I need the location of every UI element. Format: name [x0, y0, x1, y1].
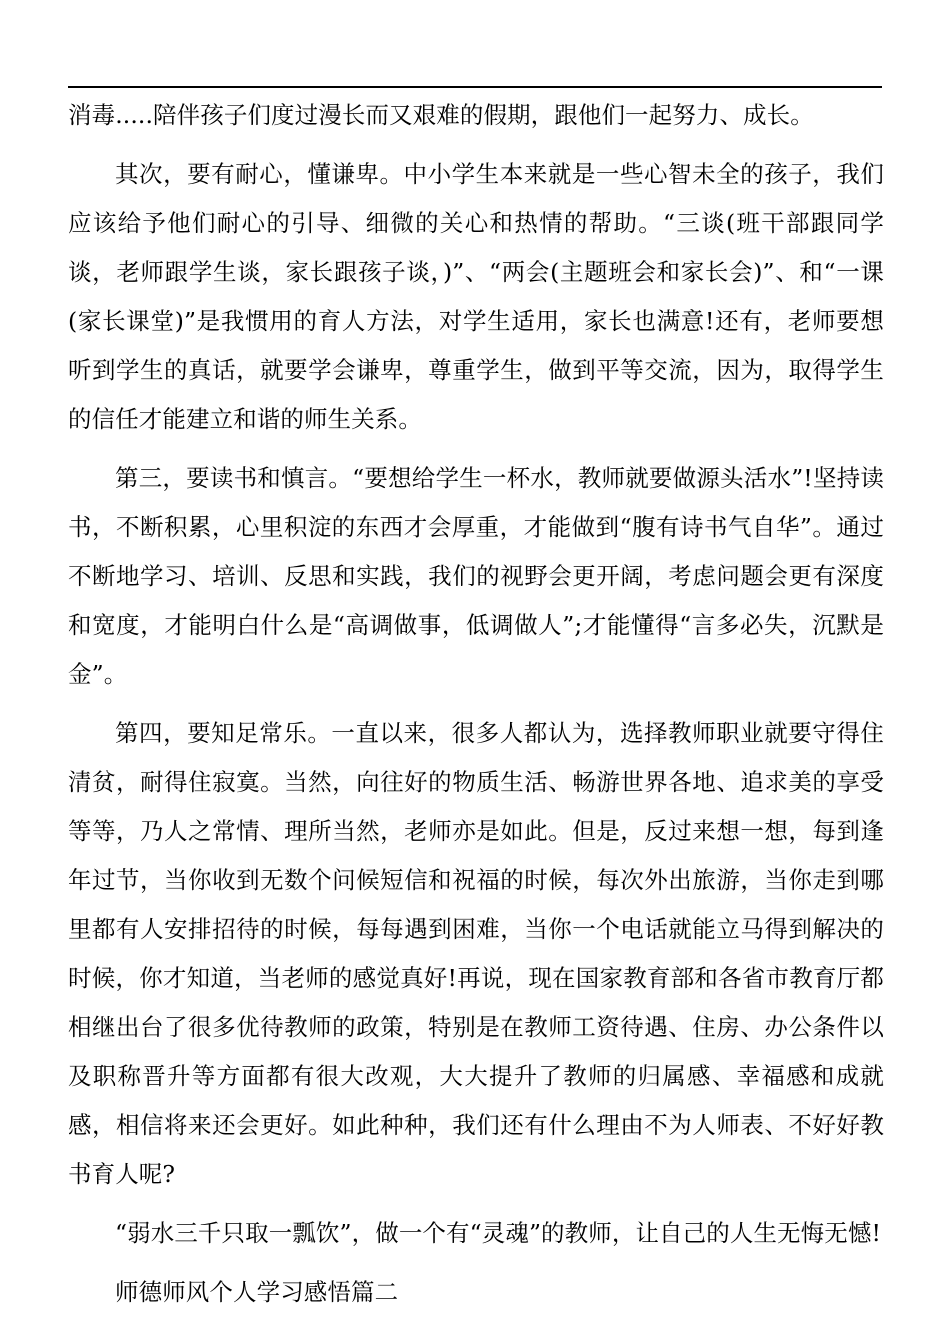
section-heading: 师德师风个人学习感悟篇二 — [115, 1278, 399, 1306]
paragraph-closing-quote: “弱水三千只取一瓢饮”，做一个有“灵魂”的教师，让自己的人生无悔无憾! — [115, 1219, 881, 1247]
paragraph-continuation: 消毒.....陪伴孩子们度过漫长而又艰难的假期，跟他们一起努力、成长。 — [68, 101, 814, 129]
paragraph-contentment: 第四，要知足常乐。一直以来，很多人都认为，选择教师职业就要守得住清贫，耐得住寂寞。当然，向往好的物质生活、畅游世界各地、追求美的享受等等，乃人之常情、理所当然，老师亦是如此。但是，反过来想一想，每到逢年过节，当你收到无数个问候短信和祝福的时候，每次外出旅游，当你走到哪里都有人安排招待的时候，每每遇到困难，当你一个电话就能立马得到解决的时候，你才知道，当老师的感觉真好!再说，现在国家教育部和各省市教育厅都相继出台了很多优待教师的政策，特别是在教师工资待遇、住房、办公条件以及职称晋升等方面都有很大改观，大大提升了教师的归属感、幸福感和成就感，相信将来还会更好。如此种种，我们还有什么理由不为人师表、不好好教书育人呢? — [68, 719, 884, 1188]
paragraph-patience-humility: 其次，要有耐心，懂谦卑。中小学生本来就是一些心智未全的孩子，我们应该给予他们耐心的引导、细微的关心和热情的帮助。“三谈(班干部跟同学谈，老师跟学生谈，家长跟孩子谈，)”、“两会(主题班会和家长会)”、和“一课(家长课堂)”是我惯用的育人方法，对学生适用，家长也满意!还有，老师要想听到学生的真话，就要学会谦卑，尊重学生，做到平等交流，因为，取得学生的信任才能建立和谐的师生关系。 — [68, 160, 884, 433]
paragraph-reading-prudence: 第三，要读书和慎言。“要想给学生一杯水，教师就要做源头活水”!坚持读书，不断积累，心里积淀的东西才会厚重，才能做到“腹有诗书气自华”。通过不断地学习、培训、反思和实践，我们的视野会更开阔，考虑问题会更有深度和宽度，才能明白什么是“高调做事，低调做人”;才能懂得“言多必失，沉默是金”。 — [68, 464, 884, 688]
document-body — [68, 91, 884, 1327]
header-rule — [68, 86, 882, 88]
